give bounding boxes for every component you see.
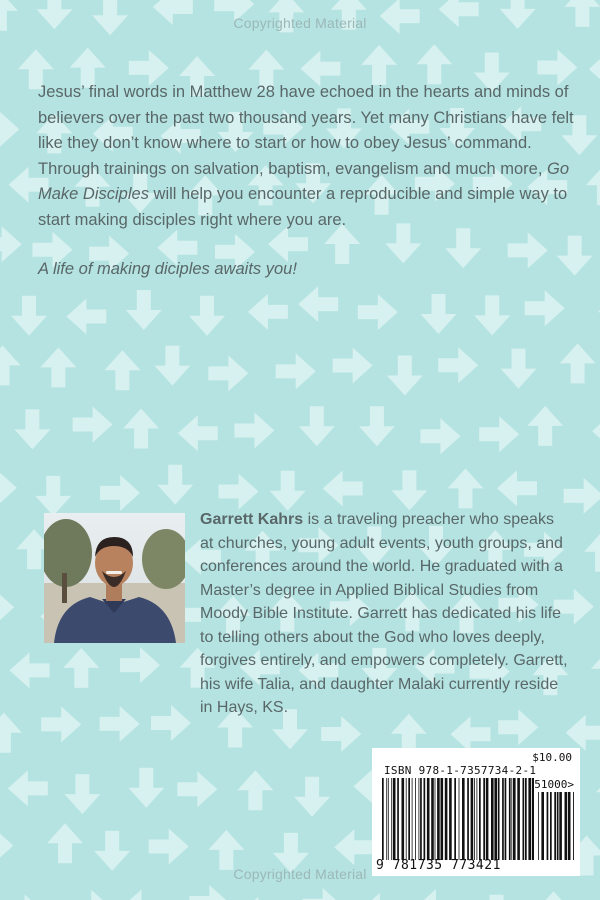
barcode-bar — [435, 778, 436, 860]
arrow-icon — [8, 770, 48, 806]
arrow-icon — [474, 295, 510, 335]
barcode-bar — [483, 778, 485, 860]
arrow-icon — [189, 885, 229, 900]
arrow-icon — [178, 415, 218, 451]
barcode-bar — [477, 778, 478, 860]
barcode-bar — [415, 778, 416, 860]
arrow-icon — [0, 828, 13, 864]
arrow-icon — [596, 772, 600, 812]
barcode-bar — [538, 792, 539, 860]
barcode-bar — [517, 778, 520, 860]
barcode-bar — [412, 778, 413, 860]
arrow-icon — [323, 471, 363, 507]
barcode-bar — [454, 778, 456, 860]
arrow-icon — [123, 409, 159, 449]
author-bio: Garrett Kahrs is a traveling preacher who speaks at churches, young adult events, youth groups, and conferences around the world. He graduated with a Master’s degree in Applied Biblical Studies from Moody Bible Institute. Garrett has dedicated his life to telling others about the God who loves deeply, forgives entirely, and empowers completely. Garrett, his wife Talia, and daughter Malaki currently reside in Hays, KS. — [200, 511, 568, 716]
barcode-addon-bars — [538, 792, 574, 860]
arrow-icon — [479, 416, 519, 452]
arrow-icon — [497, 470, 537, 506]
price-label: $10.00 — [532, 751, 572, 764]
arrow-icon — [0, 589, 14, 625]
arrow-icon — [527, 406, 563, 446]
arrow-icon — [248, 294, 288, 330]
arrow-icon — [525, 290, 565, 326]
arrow-icon — [154, 346, 190, 386]
copyright-watermark-top: Copyrighted Material — [233, 15, 367, 31]
arrow-icon — [479, 895, 515, 900]
arrow-icon — [47, 823, 83, 863]
arrow-icon — [41, 706, 81, 742]
arrow-icon — [71, 890, 111, 900]
barcode-bar — [382, 778, 384, 860]
barcode-bar — [565, 792, 568, 860]
closing-tagline: A life of making diciples awaits you! — [38, 260, 297, 278]
barcode-digits: 9 781735 773421 — [376, 858, 501, 873]
arrow-icon — [237, 770, 273, 810]
arrow-icon — [360, 893, 400, 900]
arrow-icon — [157, 465, 193, 505]
barcode-bar — [511, 778, 512, 860]
arrow-icon — [35, 476, 71, 516]
barcode-bar — [568, 792, 571, 860]
barcode-bar — [397, 778, 399, 860]
arrow-icon — [566, 715, 600, 751]
book-title: Go Make Disciples — [38, 159, 570, 203]
barcode-bar — [419, 778, 420, 860]
arrow-icon — [40, 347, 76, 387]
arrow-icon — [94, 831, 130, 871]
barcode-bar — [479, 778, 481, 860]
arrow-icon — [149, 829, 189, 865]
arrow-icon — [451, 716, 491, 752]
arrow-icon — [73, 407, 113, 443]
barcode-bar — [550, 792, 552, 860]
book-description — [38, 80, 578, 283]
author-name: Garrett Kahrs — [200, 511, 304, 528]
barcode-bar — [449, 778, 452, 860]
arrow-icon — [421, 294, 457, 334]
arrow-icon — [10, 652, 50, 688]
arrow-icon — [294, 777, 330, 817]
barcode-bar — [437, 778, 440, 860]
barcode-bar — [559, 792, 562, 860]
barcode-bar — [573, 792, 574, 860]
barcode-bar — [541, 792, 544, 860]
arrow-icon — [64, 774, 100, 814]
arrow-icon — [438, 347, 478, 383]
arrow-icon — [126, 290, 162, 330]
barcode-bar — [445, 778, 448, 860]
barcode-bar — [554, 792, 556, 860]
arrow-icon — [420, 418, 460, 454]
barcode-bar — [502, 778, 504, 860]
arrow-icon — [321, 716, 361, 752]
barcode-bar — [528, 778, 531, 860]
arrow-icon — [128, 768, 164, 808]
barcode-bar — [547, 792, 549, 860]
barcode-bars — [382, 778, 534, 860]
arrow-icon — [104, 350, 140, 390]
barcode-bar — [505, 778, 507, 860]
arrow-icon — [592, 413, 600, 449]
barcode-bar — [408, 778, 410, 860]
barcode-bar — [462, 778, 465, 860]
barcode-bar — [393, 778, 396, 860]
barcode-bar — [471, 778, 474, 860]
barcode-bar — [406, 778, 407, 860]
arrow-icon — [208, 830, 244, 870]
barcode-bar — [391, 778, 392, 860]
arrow-icon — [299, 406, 335, 446]
barcode-bar — [498, 778, 500, 860]
arrow-icon — [276, 353, 316, 389]
arrow-icon — [416, 44, 452, 84]
barcode-bar — [431, 778, 434, 860]
copyright-watermark-bottom: Copyrighted Material — [233, 866, 367, 882]
arrow-icon — [120, 647, 160, 683]
arrow-icon — [0, 713, 22, 753]
arrow-icon — [177, 771, 217, 807]
arrow-icon — [0, 226, 22, 262]
arrow-icon — [270, 471, 306, 511]
barcode-bar — [427, 778, 430, 860]
arrow-icon — [0, 470, 17, 506]
arrow-icon — [234, 413, 274, 449]
arrow-icon — [387, 356, 423, 396]
arrow-icon — [560, 343, 596, 383]
barcode-bar — [513, 778, 516, 860]
arrow-icon — [361, 45, 397, 85]
barcode-bar — [557, 792, 559, 860]
arrow-icon — [589, 51, 600, 87]
arrow-icon — [100, 475, 140, 511]
arrow-icon — [151, 705, 191, 741]
arrow-icon — [359, 406, 395, 446]
arrow-icon — [208, 355, 248, 391]
arrow-icon — [14, 409, 50, 449]
barcode-bar — [441, 778, 444, 860]
arrow-icon — [122, 889, 162, 900]
barcode-bar — [467, 778, 469, 860]
arrow-icon — [219, 474, 259, 510]
arrow-icon — [536, 891, 572, 900]
barcode-bar — [532, 778, 534, 860]
arrow-icon — [238, 897, 278, 900]
barcode-bar — [491, 778, 494, 860]
arrow-icon — [0, 345, 21, 385]
barcode-bar — [459, 778, 460, 860]
author-photo — [44, 513, 185, 643]
price-addon-code: 51000> — [534, 778, 574, 791]
isbn-barcode — [372, 748, 580, 876]
arrow-icon — [0, 111, 19, 147]
arrow-icon — [584, 532, 600, 572]
arrow-icon — [189, 296, 225, 336]
isbn-number: ISBN 978-1-7357734-2-1 — [384, 764, 537, 777]
arrow-icon — [391, 470, 427, 510]
arrow-icon — [100, 706, 140, 742]
arrow-icon — [358, 294, 398, 330]
arrow-icon — [303, 888, 343, 900]
arrow-icon — [63, 648, 99, 688]
arrow-icon — [586, 165, 600, 205]
arrow-icon — [333, 348, 373, 384]
arrow-icon — [416, 889, 456, 900]
arrow-icon — [501, 349, 537, 389]
barcode-bar — [386, 778, 387, 860]
arrow-icon — [11, 296, 47, 336]
barcode-bar — [486, 778, 489, 860]
barcode-bar — [525, 778, 527, 860]
barcode-bar — [420, 778, 422, 860]
barcode-bar — [388, 778, 389, 860]
barcode-bar — [523, 778, 525, 860]
description-paragraph: Jesus’ final words in Matthew 28 have echoed in the hearts and minds of believers over the past two thousand years. Yet many Christians have felt like they don’t know where to start or how to obey Jesus’ command. Through trainings on salvation, baptism, evangelism and much more, Go Make Disciples will help you encounter a reproducible and simple way to start making disciples right where you are. — [38, 83, 574, 229]
arrow-icon — [5, 894, 45, 900]
barcode-bar — [402, 778, 405, 860]
barcode-bar — [474, 778, 475, 860]
arrow-icon — [591, 649, 600, 689]
barcode-bar — [509, 778, 511, 860]
arrow-icon — [66, 299, 106, 335]
arrow-icon — [334, 829, 374, 865]
barcode-bar — [494, 778, 497, 860]
arrow-icon — [448, 468, 484, 508]
arrow-icon — [298, 286, 338, 322]
barcode-bar — [424, 778, 426, 860]
